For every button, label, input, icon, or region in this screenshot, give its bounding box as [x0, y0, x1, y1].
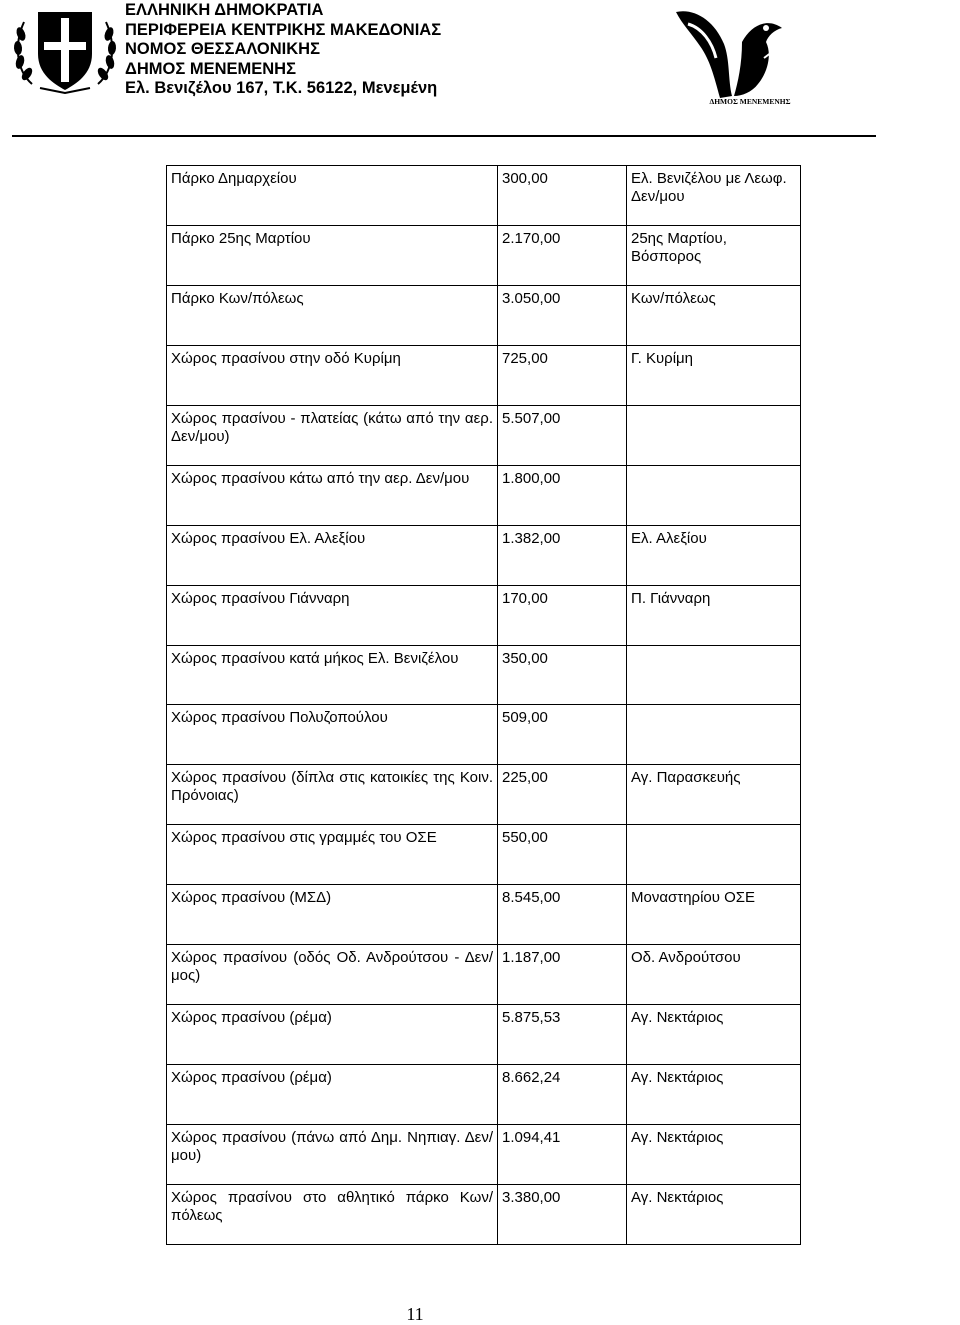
cell-name: Χώρος πρασίνου στο αθλητικό πάρκο Κων/πόλεως	[167, 1184, 498, 1244]
cell-area: 350,00	[498, 645, 627, 705]
cell-area: 8.662,24	[498, 1065, 627, 1125]
cell-location: Ελ. Βενιζέλου με Λεωφ. Δεν/μου	[627, 166, 801, 226]
cell-name: Χώρος πρασίνου Πολυζοπούλου	[167, 705, 498, 765]
cell-location: Γ. Κυρίμη	[627, 345, 801, 405]
cell-area: 5.875,53	[498, 1005, 627, 1065]
cell-name: Πάρκο Κων/πόλεως	[167, 285, 498, 345]
logo-caption-text: ΔΗΜΟΣ ΜΕΝΕΜΕΝΗΣ	[709, 97, 791, 106]
cell-location: Μοναστηρίου ΟΣΕ	[627, 885, 801, 945]
page-number: 11	[406, 1304, 424, 1324]
cell-area: 170,00	[498, 585, 627, 645]
table-row	[167, 405, 801, 465]
cell-area: 725,00	[498, 345, 627, 405]
cell-location: Αγ. Νεκτάριος	[627, 1005, 801, 1065]
cell-area: 5.507,00	[498, 405, 627, 465]
cell-location	[627, 705, 801, 765]
cell-location: Αγ. Παρασκευής	[627, 765, 801, 825]
cell-location: Αγ. Νεκτάριος	[627, 1184, 801, 1244]
cell-name: Χώρος πρασίνου Γιάνναρη	[167, 585, 498, 645]
header-line-address: Ελ. Βενιζέλου 167, Τ.Κ. 56122, Μενεμένη	[125, 79, 438, 98]
cell-location	[627, 405, 801, 465]
table-row	[167, 885, 801, 945]
header-line-municipality: ΔΗΜΟΣ ΜΕΝΕΜΕΝΗΣ	[125, 59, 296, 78]
cell-area: 1.094,41	[498, 1125, 627, 1185]
cell-name: Χώρος πρασίνου (ρέμα)	[167, 1065, 498, 1125]
cell-area: 509,00	[498, 705, 627, 765]
table-row	[167, 345, 801, 405]
coat-of-arms-icon	[10, 4, 120, 94]
letterhead-text	[125, 1, 455, 99]
cell-name: Χώρος πρασίνου στις γραμμές του ΟΣΕ	[167, 825, 498, 885]
header-line-country: ΕΛΛΗΝΙΚΗ ΔΗΜΟΚΡΑΤΙΑ	[125, 1, 324, 19]
cell-area: 8.545,00	[498, 885, 627, 945]
cell-name: Χώρος πρασίνου - πλατείας (κάτω από την αερ. Δεν/μου)	[167, 405, 498, 465]
cell-name: Χώρος πρασίνου (ρέμα)	[167, 1005, 498, 1065]
cell-name: Χώρος πρασίνου (πάνω από Δημ. Νηπιαγ. Δεν/μου)	[167, 1125, 498, 1185]
cell-location: 25ης Μαρτίου, Βόσπορος	[627, 225, 801, 285]
cell-name: Πάρκο 25ης Μαρτίου	[167, 225, 498, 285]
cell-area: 1.187,00	[498, 945, 627, 1005]
cell-name: Χώρος πρασίνου (δίπλα στις κατοικίες της Κοιν. Πρόνοιας)	[167, 765, 498, 825]
table-row	[167, 1184, 801, 1244]
cell-area: 1.382,00	[498, 525, 627, 585]
cell-area: 225,00	[498, 765, 627, 825]
cell-location	[627, 465, 801, 525]
table-row	[167, 225, 801, 285]
cell-name: Χώρος πρασίνου στην οδό Κυρίμη	[167, 345, 498, 405]
cell-area: 300,00	[498, 166, 627, 226]
cell-name: Χώρος πρασίνου (οδός Οδ. Ανδρούτσου - Δεν/μος)	[167, 945, 498, 1005]
table-row	[167, 1125, 801, 1185]
cell-area: 550,00	[498, 825, 627, 885]
cell-location: Ελ. Αλεξίου	[627, 525, 801, 585]
cell-location: Αγ. Νεκτάριος	[627, 1125, 801, 1185]
table-row	[167, 1065, 801, 1125]
table-row	[167, 166, 801, 226]
cell-name: Χώρος πρασίνου Ελ. Αλεξίου	[167, 525, 498, 585]
logo-caption	[690, 96, 810, 107]
header-divider	[12, 135, 876, 137]
cell-name: Πάρκο Δημαρχείου	[167, 166, 498, 226]
cell-area: 1.800,00	[498, 465, 627, 525]
cell-area: 3.050,00	[498, 285, 627, 345]
cell-location: Π. Γιάνναρη	[627, 585, 801, 645]
cell-name: Χώρος πρασίνου κατά μήκος Ελ. Βενιζέλου	[167, 645, 498, 705]
header-line-prefecture: ΝΟΜΟΣ ΘΕΣΣΑΛΟΝΙΚΗΣ	[125, 40, 321, 59]
cell-name: Χώρος πρασίνου (ΜΣΔ)	[167, 885, 498, 945]
cell-area: 3.380,00	[498, 1184, 627, 1244]
letterhead	[0, 0, 960, 142]
cell-location	[627, 825, 801, 885]
table-row	[167, 1005, 801, 1065]
cell-location: Αγ. Νεκτάριος	[627, 1065, 801, 1125]
table-row	[167, 765, 801, 825]
cell-location: Οδ. Ανδρούτσου	[627, 945, 801, 1005]
cell-location: Κων/πόλεως	[627, 285, 801, 345]
table-row	[167, 825, 801, 885]
municipality-logo-icon	[668, 2, 788, 134]
cell-area: 2.170,00	[498, 225, 627, 285]
green-spaces-table-body	[167, 166, 801, 1245]
table-row	[167, 585, 801, 645]
green-spaces-table	[166, 165, 801, 1245]
table-row	[167, 645, 801, 705]
table-row	[167, 285, 801, 345]
table-row	[167, 465, 801, 525]
cell-location	[627, 645, 801, 705]
table-row	[167, 705, 801, 765]
table-row	[167, 525, 801, 585]
table-row	[167, 945, 801, 1005]
cell-name: Χώρος πρασίνου κάτω από την αερ. Δεν/μου	[167, 465, 498, 525]
header-line-region: ΠΕΡΙΦΕΡΕΙΑ ΚΕΝΤΡΙΚΗΣ ΜΑΚΕΔΟΝΙΑΣ	[125, 20, 442, 39]
